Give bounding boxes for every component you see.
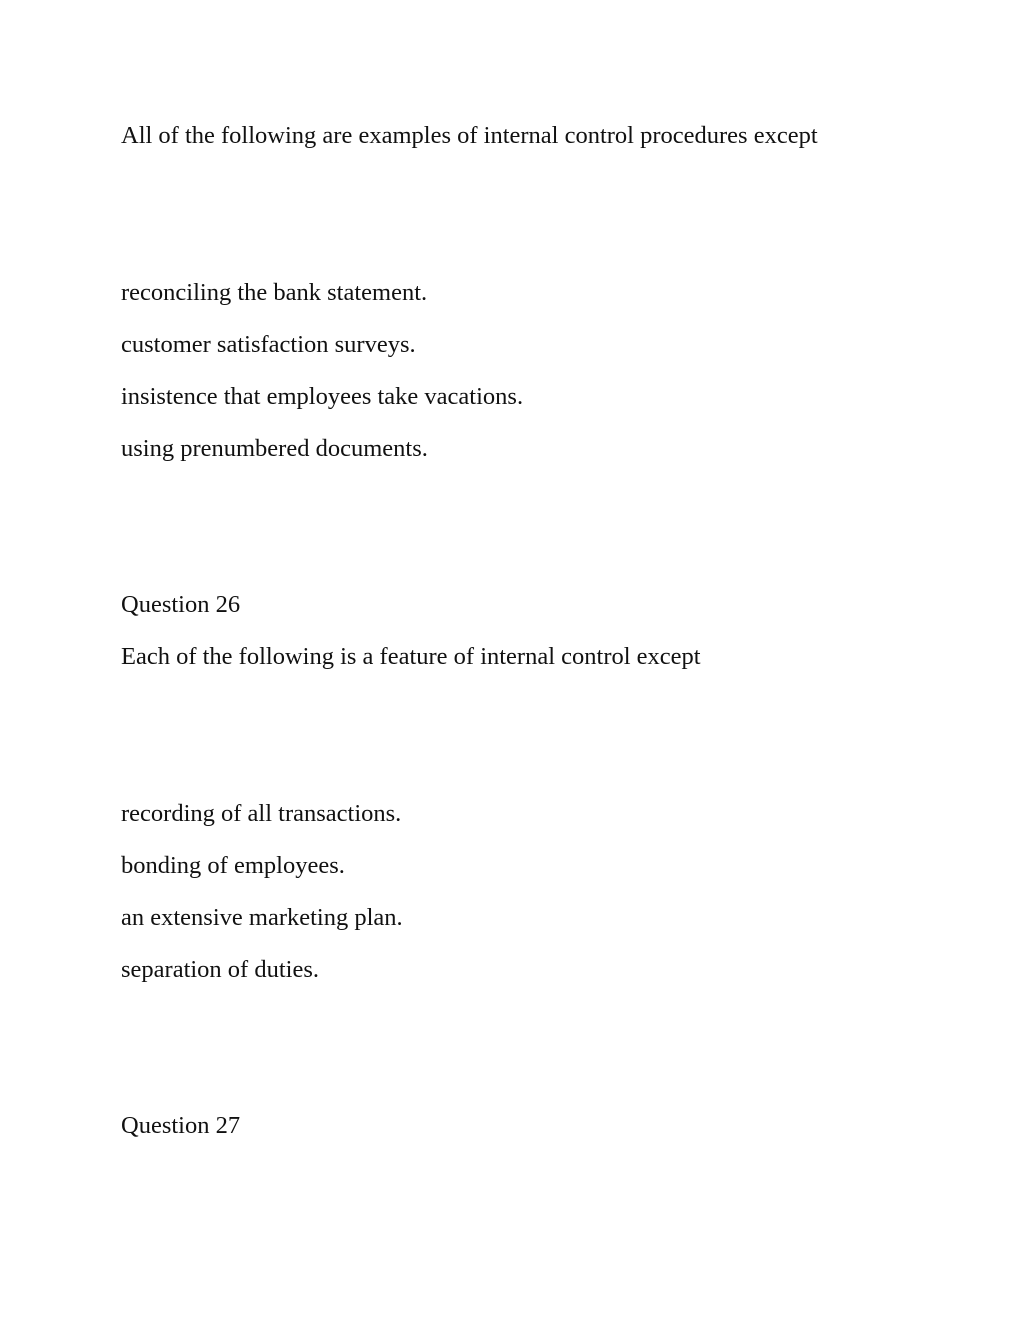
question-prompt: Each of the following is a feature of internal control except: [121, 643, 701, 670]
answer-option: customer satisfaction surveys.: [121, 331, 416, 358]
question-prompt: All of the following are examples of internal control procedures except: [121, 122, 818, 149]
answer-option: using prenumbered documents.: [121, 435, 428, 462]
answer-option: insistence that employees take vacations.: [121, 383, 524, 410]
question-heading: Question 27: [121, 1112, 241, 1139]
answer-option: separation of duties.: [121, 956, 319, 983]
answer-option: bonding of employees.: [121, 852, 345, 879]
question-heading: Question 26: [121, 591, 241, 618]
answer-option: recording of all transactions.: [121, 800, 402, 827]
answer-option: reconciling the bank statement.: [121, 279, 428, 306]
answer-option: an extensive marketing plan.: [121, 904, 403, 931]
